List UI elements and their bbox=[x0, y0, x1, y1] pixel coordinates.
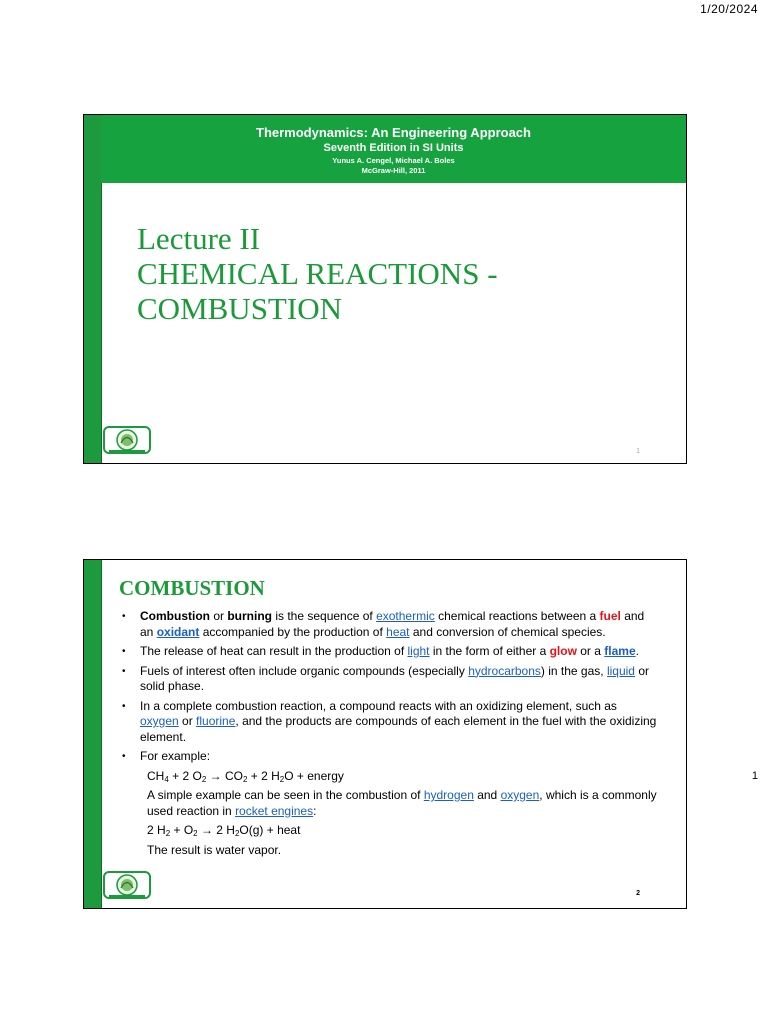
text: , and the products are compounds of each element in the fuel with the oxidizing element. bbox=[140, 714, 657, 744]
link-flame[interactable]: flame bbox=[604, 644, 636, 658]
equation-methane bbox=[113, 769, 658, 785]
subscript: 4 bbox=[164, 774, 169, 784]
text: or solid phase. bbox=[140, 663, 649, 693]
lecture-title bbox=[137, 221, 498, 326]
page-number: 1 bbox=[751, 770, 758, 782]
link-liquid[interactable]: liquid bbox=[606, 663, 635, 678]
text: Fuels of interest often include organic compounds (especially bbox=[140, 663, 469, 678]
lecture-title-line-2: CHEMICAL REACTIONS - bbox=[137, 256, 498, 291]
book-edition: Seventh Edition in SI Units bbox=[323, 142, 464, 154]
link-rocket-engines[interactable]: rocket engines bbox=[235, 803, 314, 818]
link-hydrogen[interactable]: hydrogen bbox=[423, 788, 474, 802]
term-fuel: fuel bbox=[599, 609, 621, 623]
link-fluorine[interactable]: fluorine bbox=[196, 714, 236, 728]
book-authors: Yunus A. Cengel, Michael A. Boles bbox=[332, 156, 455, 165]
slide-content bbox=[113, 609, 658, 862]
subscript: 2 bbox=[242, 774, 248, 784]
link-light[interactable]: light bbox=[407, 644, 430, 658]
text: : bbox=[313, 803, 317, 818]
sidebar-divider bbox=[101, 560, 102, 908]
bullet-fuels bbox=[113, 664, 658, 695]
text: in the form of either a bbox=[429, 644, 550, 658]
link-hydrocarbons[interactable]: hydrocarbons bbox=[468, 663, 541, 678]
text: O + energy bbox=[284, 768, 344, 783]
text: , which is a commonly used reaction in bbox=[147, 788, 657, 818]
slide-title: COMBUSTION bbox=[119, 576, 265, 600]
text: or bbox=[178, 714, 197, 728]
text: A simple example can be seen in the combustion of bbox=[147, 788, 424, 802]
term-glow: glow bbox=[549, 644, 577, 658]
text: + 2 O bbox=[168, 768, 202, 783]
bullet-example bbox=[113, 749, 658, 765]
text: accompanied by the production of bbox=[199, 624, 387, 639]
page-date: 1/20/2024 bbox=[700, 2, 758, 16]
paragraph-hydrogen-example bbox=[113, 788, 658, 819]
slide-1 bbox=[83, 114, 687, 464]
book-publisher: McGraw-Hill, 2011 bbox=[361, 166, 426, 175]
link-heat[interactable]: heat bbox=[386, 624, 410, 639]
paragraph-water-vapor bbox=[113, 843, 658, 859]
text: + 2 H bbox=[247, 768, 280, 783]
subscript: 2 bbox=[234, 829, 240, 838]
slide-sidebar bbox=[84, 560, 101, 908]
text: chemical reactions between a bbox=[434, 609, 600, 623]
link-exothermic[interactable]: exothermic bbox=[376, 609, 435, 623]
text: and an bbox=[140, 609, 645, 639]
bullet-combustion-definition bbox=[113, 609, 658, 640]
text: The release of heat can result in the production of bbox=[140, 644, 408, 658]
lecture-title-line-3: COMBUSTION bbox=[137, 291, 342, 326]
text: 2 H bbox=[147, 823, 166, 837]
text: CH bbox=[147, 768, 165, 783]
link-oxygen[interactable]: oxygen bbox=[140, 714, 179, 728]
subscript: 2 bbox=[193, 829, 198, 838]
text: is the sequence of bbox=[272, 609, 377, 623]
text: or a bbox=[576, 644, 605, 658]
text: In a complete combustion reaction, a compound reacts with an oxidizing element, such as bbox=[140, 698, 617, 713]
text: O(g) + heat bbox=[239, 823, 301, 837]
equation-hydrogen bbox=[113, 823, 658, 839]
text: . bbox=[635, 644, 639, 658]
link-oxygen-2[interactable]: oxygen bbox=[500, 788, 540, 802]
term-combustion: Combustion bbox=[140, 609, 210, 623]
book-header bbox=[101, 115, 686, 183]
slide-number: 1 bbox=[636, 448, 640, 455]
text: → CO bbox=[206, 768, 243, 783]
university-logo-icon bbox=[103, 423, 151, 457]
text: + O bbox=[170, 823, 194, 837]
lecture-title-line-1: Lecture II bbox=[137, 221, 261, 256]
subscript: 2 bbox=[165, 829, 171, 838]
book-title: Thermodynamics: An Engineering Approach bbox=[256, 125, 531, 140]
text: → 2 H bbox=[197, 823, 235, 837]
text: ) in the gas, bbox=[540, 663, 607, 678]
slide-2 bbox=[83, 559, 687, 909]
term-burning: burning bbox=[227, 609, 272, 623]
text: or bbox=[210, 609, 228, 623]
text: and conversion of chemical species. bbox=[409, 624, 606, 639]
text: For example: bbox=[140, 749, 211, 763]
link-oxidant[interactable]: oxidant bbox=[156, 624, 200, 639]
text: and bbox=[473, 788, 501, 802]
subscript: 2 bbox=[279, 774, 285, 784]
bullet-complete-combustion bbox=[113, 699, 658, 746]
slide-number: 2 bbox=[636, 890, 640, 897]
slide-sidebar bbox=[84, 115, 101, 463]
text: The result is water vapor. bbox=[147, 842, 282, 857]
bullet-heat-release bbox=[113, 644, 658, 660]
university-logo-icon bbox=[103, 868, 151, 902]
subscript: 2 bbox=[201, 774, 207, 784]
